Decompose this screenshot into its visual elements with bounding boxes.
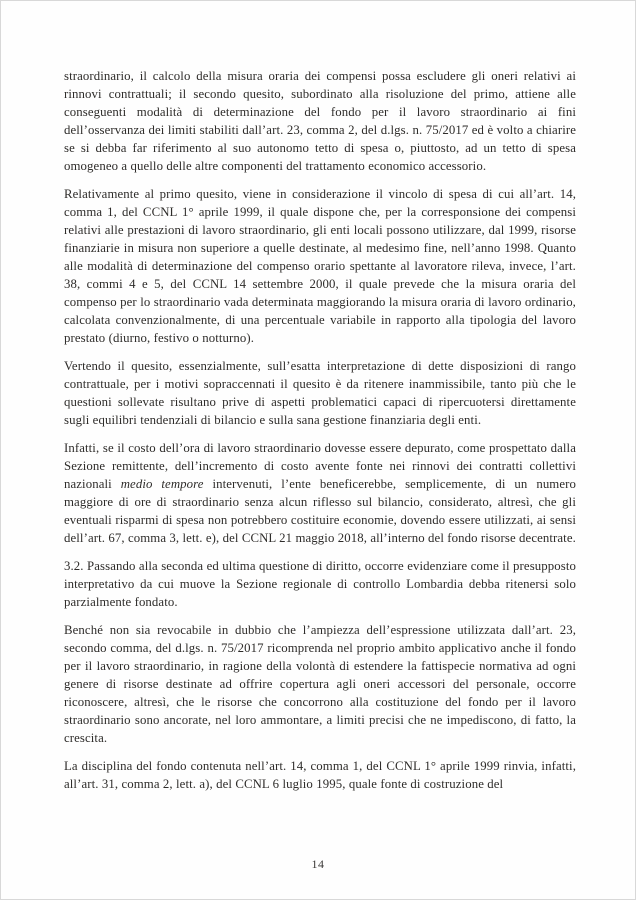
text-run: 3.2. Passando alla seconda ed ultima questione di diritto, occorre evidenziare come il presupposto interpretativo da cui muove la Sezione regionale di controllo Lombardia debba ritenersi solo parzialmente fondato. [64, 559, 576, 609]
page-footer [1, 855, 635, 873]
text-run: straordinario, il calcolo della misura oraria dei compensi possa escludere gli oneri relativi ai rinnovi contrattuali; il secondo quesito, subordinato alla risoluzione del primo, attiene alle conseguenti modalità di determinazione del fondo per il lavoro straordinario ai fini dell’osservanza dei limiti stabiliti dall’art. 23, comma 2, del d.lgs. n. 75/2017 ed è volto a chiarire se si debba far riferimento al suo autonomo tetto di spesa o, piuttosto, ad un tetto di spesa omogeneo a quello delle altre componenti del trattamento economico accessorio. [64, 69, 576, 173]
page-number: 14 [311, 857, 325, 871]
paragraph [64, 357, 576, 429]
text-run: Vertendo il quesito, essenzialmente, sull’esatta interpretazione di dette disposizioni di rango contrattuale, per i motivi sopraccennati il quesito è da ritenere inammissibile, tanto più che le questioni sollevate risultano prive di aspetti problematici capaci di ripercuotersi direttamente sugli equilibri tendenziali di bilancio e sulla sana gestione finanziaria degli enti. [64, 359, 576, 427]
paragraph [64, 185, 576, 347]
italic-text-run: medio tempore [120, 477, 204, 491]
paragraph [64, 757, 576, 793]
text-run: Relativamente al primo quesito, viene in considerazione il vincolo di spesa di cui all’art. 14, comma 1, del CCNL 1° aprile 1999, il quale dispone che, per la corresponsione dei compensi relativi alle prestazioni di lavoro straordinario, gli enti locali possono utilizzare, dal 1999, risorse finanziarie in misura non superiore a quelle destinate, al medesimo fine, nell’anno 1998. Quanto alle modalità di determinazione del compenso orario spettante al lavoratore rileva, invece, l’art. 38, commi 4 e 5, del CCNL 14 settembre 2000, il quale prevede che la misura oraria del compenso per lo straordinario vada determinata maggiorando la misura oraria di lavoro ordinario, calcolata convenzionalmente, di una percentuale variabile in rapporto alla tipologia del lavoro prestato (diurno, festivo o notturno). [64, 187, 576, 345]
paragraph [64, 557, 576, 611]
text-run: intervenuti, l’ente beneficerebbe, semplicemente, di un numero maggiore di ore di straordinario senza alcun riflesso sul bilancio, considerato, altresì, che gli eventuali risparmi di spesa non potrebbero costituire economie, dovendo essere utilizzati, ai sensi dell’art. 67, comma 3, lett. e), del CCNL 21 maggio 2018, all’interno del fondo risorse decentrate. [64, 477, 577, 545]
paragraph [64, 67, 576, 175]
text-block [64, 67, 576, 803]
paragraph [64, 439, 576, 547]
text-run: Benché non sia revocabile in dubbio che l’ampiezza dell’espressione utilizzata dall’art. 23, secondo comma, del d.lgs. n. 75/2017 ricomprenda nel proprio ambito applicativo anche il fondo per il lavoro straordinario, in ragione della volontà di estendere la fattispecie normativa ad ogni genere di risorse destinate ad offrire copertura agli oneri accessori del personale, occorre riconoscere, altresì, che le risorse che concorrono alla costituzione del fondo per il lavoro straordinario sono ancorate, nel loro ammontare, a limiti precisi che ne impediscono, di fatto, la crescita. [64, 623, 576, 745]
text-run: Infatti, se il costo dell’ora di lavoro straordinario dovesse essere depurato, come prospettato dalla Sezione remittente, dell’incremento di costo avente fonte nei rinnovi dei contratti collettivi nazionali [64, 441, 576, 491]
paragraph [64, 621, 576, 747]
text-run: La disciplina del fondo contenuta nell’art. 14, comma 1, del CCNL 1° aprile 1999 rinvia, infatti, all’art. 31, comma 2, lett. a), del CCNL 6 luglio 1995, quale fonte di costruzione del [64, 759, 576, 791]
